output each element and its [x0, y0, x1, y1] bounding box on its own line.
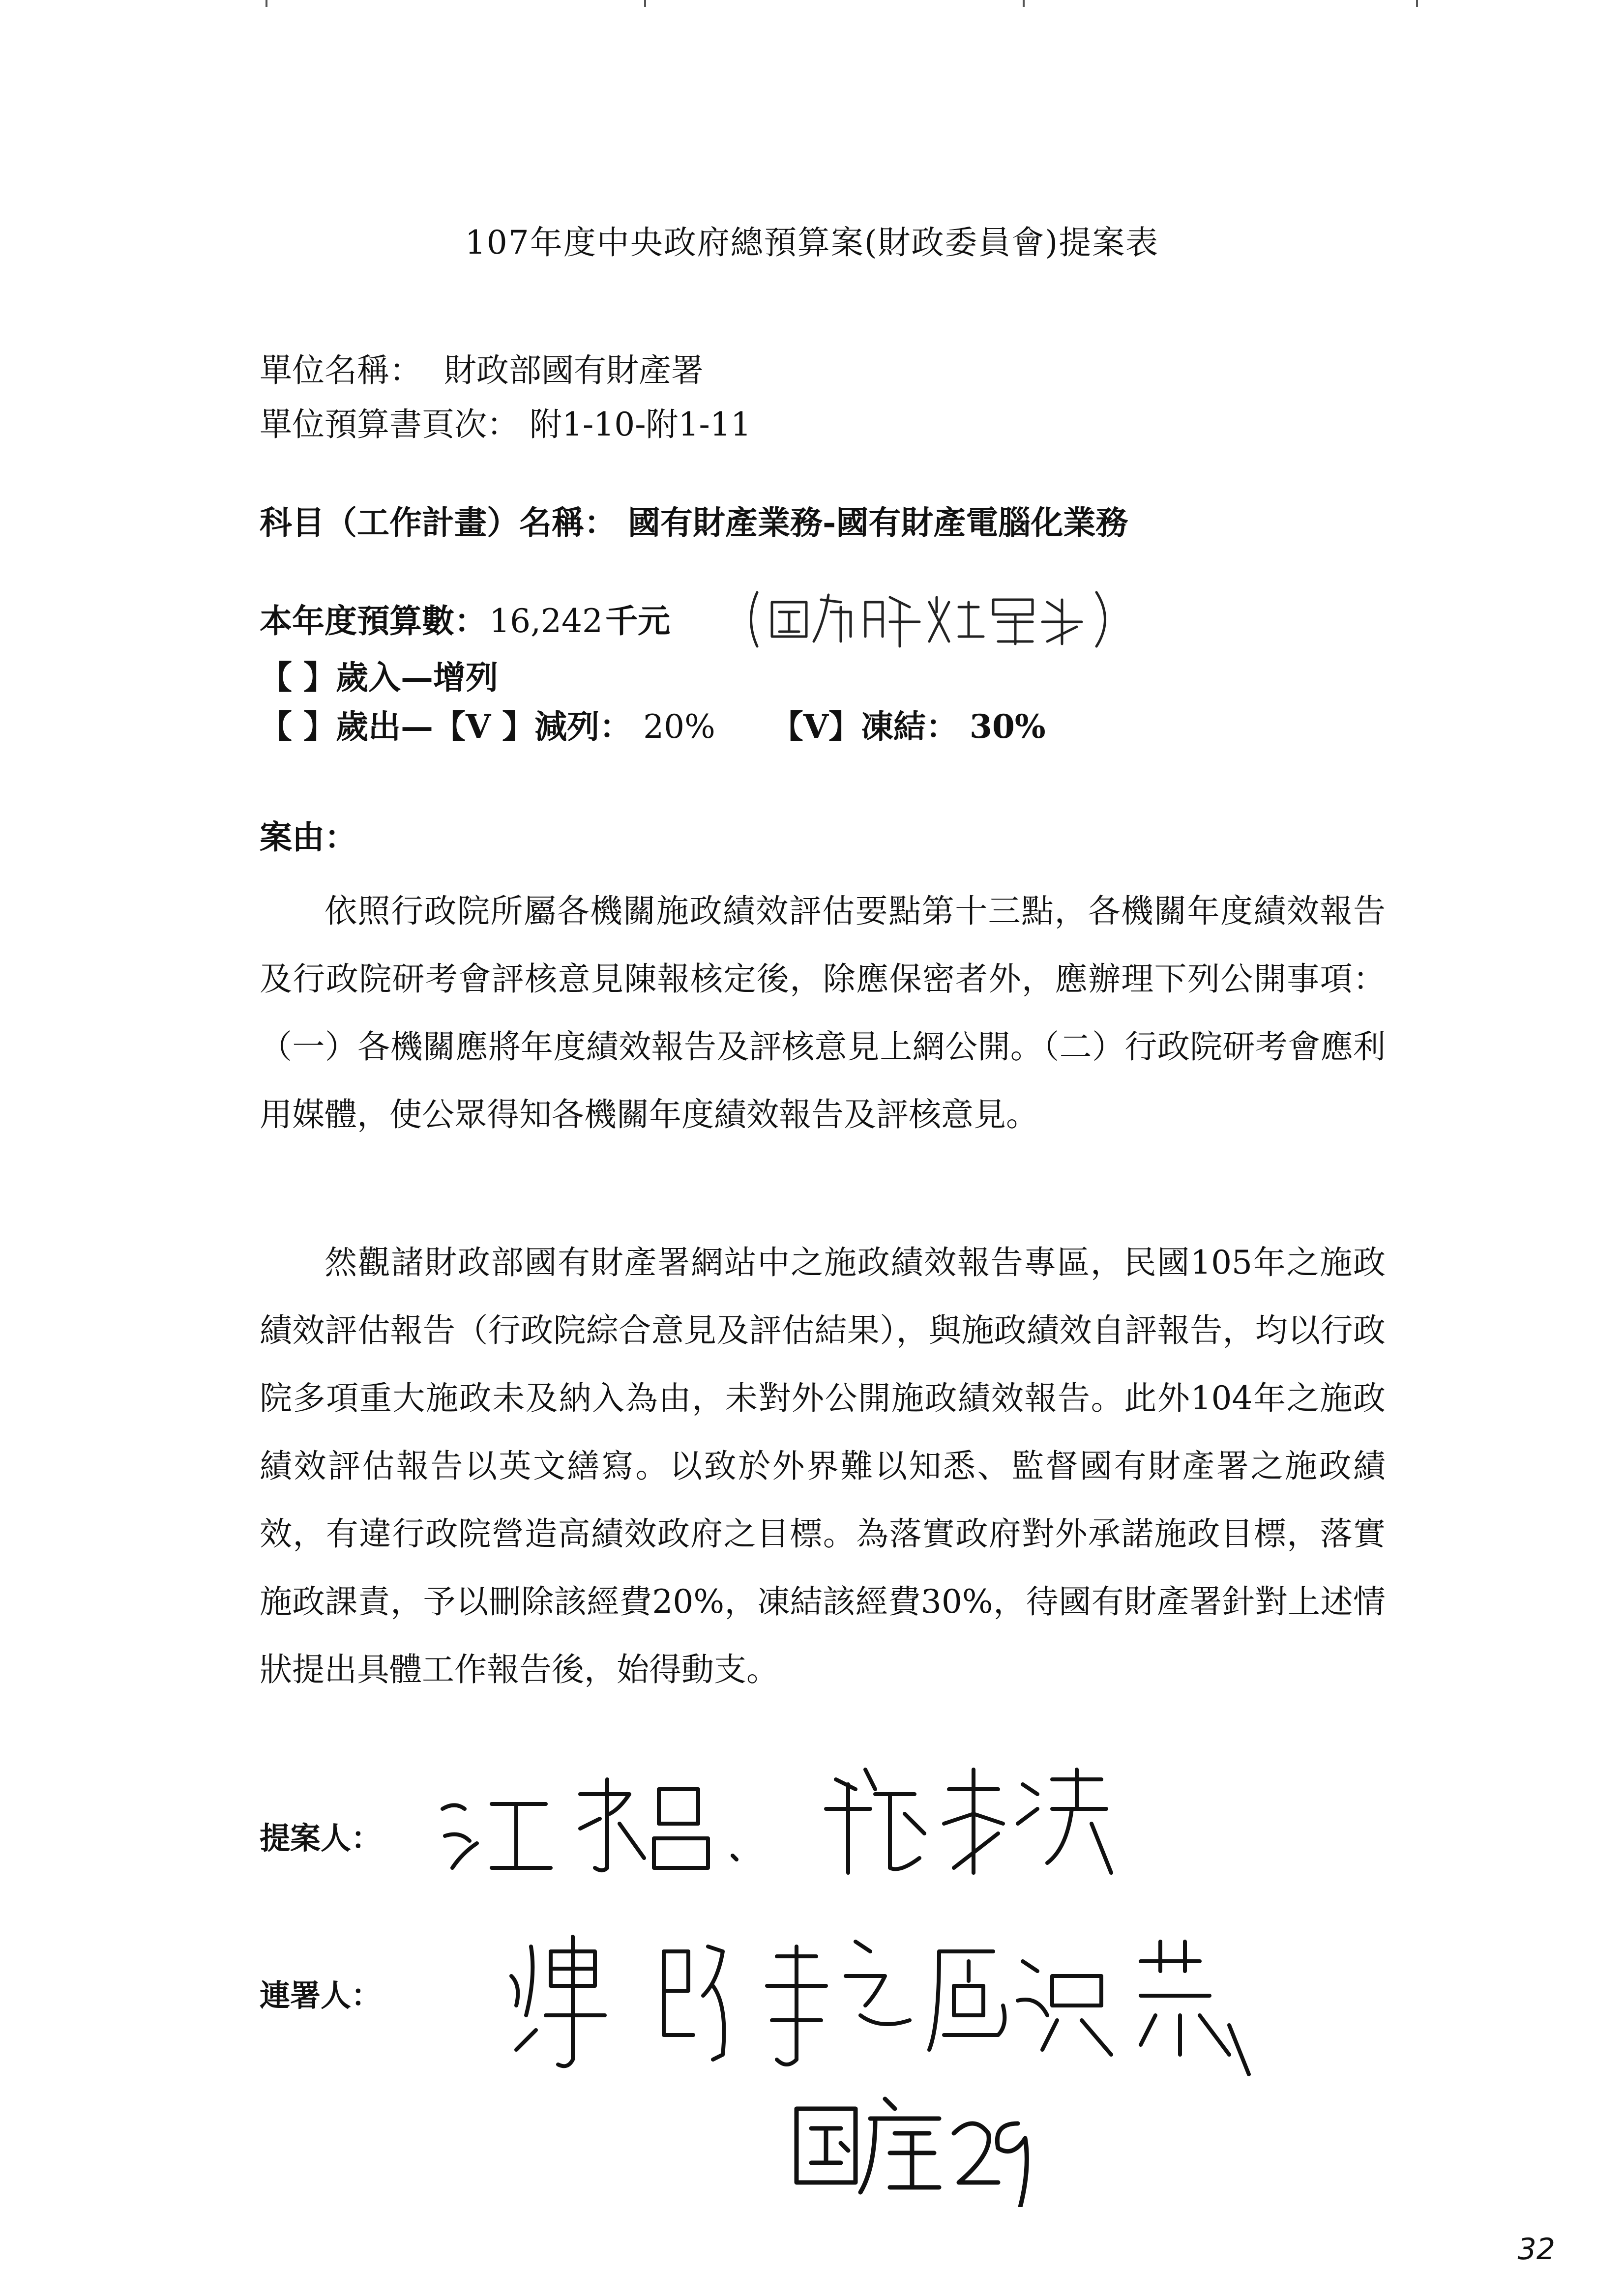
reason-heading: 案由：: [260, 818, 357, 856]
handwritten-budget-note: [742, 587, 1116, 651]
proposer-signature: [433, 1750, 1170, 1883]
scan-mark: [644, 0, 646, 7]
budget-label: 本年度預算數：: [260, 602, 487, 640]
revenue-row: 【 】歲入—增列: [260, 658, 498, 697]
reason-paragraph-2: 然觀諸財政部國有財產署網站中之施政績效報告專區，民國105年之施政績效評估報告（行政院綜合意見及評估結果），與施政績效自評報告，均以行政院多項重大施政未及納入為由，未對外公開施政績效報告。此外104年之施政績效評估報告以英文繕寫。以致於外界難以知悉、監督國有財產署之施政績效，有違行政院營造高績效政府之目標。為落實政府對外承諾施政目標，落實施政課責，予以刪除該經費20%，凍結該經費30%，待國有財產署針對上述情狀提出具體工作報告後，始得動支。: [260, 1244, 1386, 1688]
subject-label: 科目（工作計畫）名稱：: [260, 503, 617, 542]
handwritten-tag: [787, 2079, 1062, 2207]
scan-mark: [1416, 0, 1418, 7]
scan-mark: [1023, 0, 1025, 7]
cosigner-signature: [502, 1888, 1313, 2084]
form-title: 107年度中央政府總預算案(財政委員會)提案表: [465, 224, 1159, 262]
unit-name-row: [260, 344, 704, 391]
budget-value: 16,242: [489, 602, 603, 640]
expense-row: [260, 700, 1046, 747]
proposer-label: 提案人：: [260, 1820, 382, 1856]
page-number: 32: [1517, 2232, 1555, 2267]
budget-row: [260, 595, 670, 641]
budget-pages-row: [260, 398, 751, 445]
budget-pages-value: 附1-10-附1-11: [529, 406, 751, 443]
cosigner-label: 連署人：: [260, 1977, 382, 2013]
reason-paragraph-1: 依照行政院所屬各機關施政績效評估要點第十三點，各機關年度績效報告及行政院研考會評核意見陳報核定後，除應保密者外，應辦理下列公開事項：（一）各機關應將年度績效報告及評核意見上網公開。（二）行政院研考會應利用媒體，使公眾得知各機關年度績效報告及評核意見。: [260, 892, 1386, 1133]
subject-value: 國有財產業務-國有財產電腦化業務: [627, 503, 1128, 542]
budget-pages-label: 單位預算書頁次：: [260, 406, 519, 443]
freeze-label: 【V】凍結：: [770, 707, 959, 746]
expense-prefix: 【 】歲出—【V 】減列：: [260, 707, 632, 746]
scan-mark: [266, 0, 267, 7]
freeze-percentage: 30%: [970, 707, 1046, 746]
budget-unit: 千元: [605, 602, 671, 640]
unit-name-value: 財政部國有財產署: [443, 351, 704, 389]
unit-name-label: 單位名稱：: [260, 351, 422, 389]
reduce-percentage: 20%: [643, 708, 715, 746]
subject-row: [260, 496, 1128, 543]
